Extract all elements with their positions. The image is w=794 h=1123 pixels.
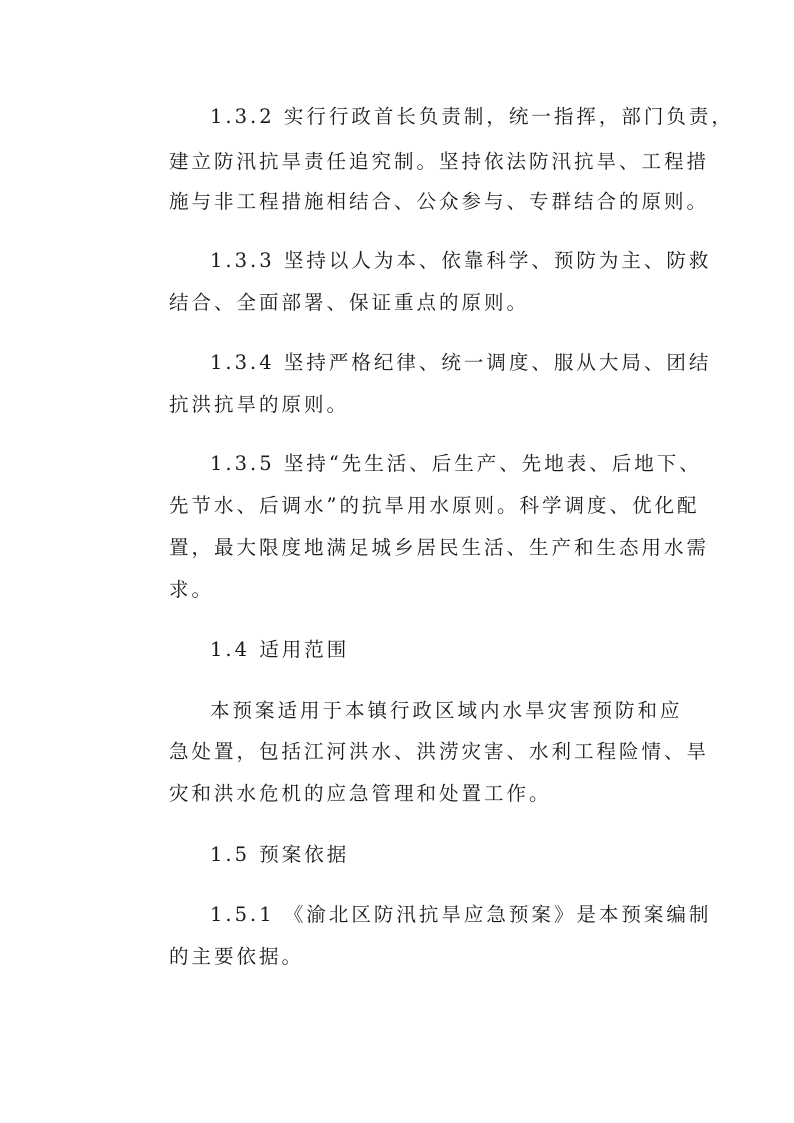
paragraph-scope-line-3: 灾和洪水危机的应急管理和处置工作。 <box>169 782 552 805</box>
section-heading-1-5: 1.5 预案依据 <box>210 843 350 866</box>
paragraph-scope-line-1: 本预案适用于本镇行政区域内水旱灾害预防和应 <box>210 699 683 722</box>
paragraph-1-3-3-line-2: 结合、全面部署、保证重点的原则。 <box>169 291 530 314</box>
paragraph-1-3-4-line-2: 抗洪抗旱的原则。 <box>169 393 350 416</box>
paragraph-1-3-5-line-1: 1.3.5 坚持“先生活、后生产、先地表、后地下、 <box>210 452 702 475</box>
paragraph-1-3-4-line-1: 1.3.4 坚持严格纪律、统一调度、服从大局、团结 <box>210 351 712 374</box>
paragraph-1-3-2-line-3: 施与非工程措施相结合、公众参与、专群结合的原则。 <box>169 190 710 213</box>
paragraph-1-3-5-line-2: 先节水、后调水”的抗旱用水原则。科学调度、优化配 <box>169 494 700 517</box>
paragraph-1-3-3-line-1: 1.3.3 坚持以人为本、依靠科学、预防为主、防救 <box>210 249 712 272</box>
paragraph-1-5-1-line-1: 1.5.1 《渝北区防汛抗旱应急预案》是本预案编制 <box>210 903 712 926</box>
section-heading-1-4: 1.4 适用范围 <box>210 638 350 661</box>
paragraph-scope-line-2: 急处置，包括江河洪水、洪涝灾害、水利工程险情、旱 <box>169 740 710 763</box>
paragraph-1-3-2-line-1: 1.3.2 实行行政首长负责制，统一指挥，部门负责， <box>210 105 734 128</box>
paragraph-1-3-5-line-4: 求。 <box>169 578 215 601</box>
paragraph-1-3-2-line-2: 建立防汛抗旱责任追究制。坚持依法防汛抗旱、工程措 <box>169 150 710 173</box>
paragraph-1-5-1-line-2: 的主要依据。 <box>169 945 305 968</box>
paragraph-1-3-5-line-3: 置，最大限度地满足城乡居民生活、生产和生态用水需 <box>169 536 710 559</box>
